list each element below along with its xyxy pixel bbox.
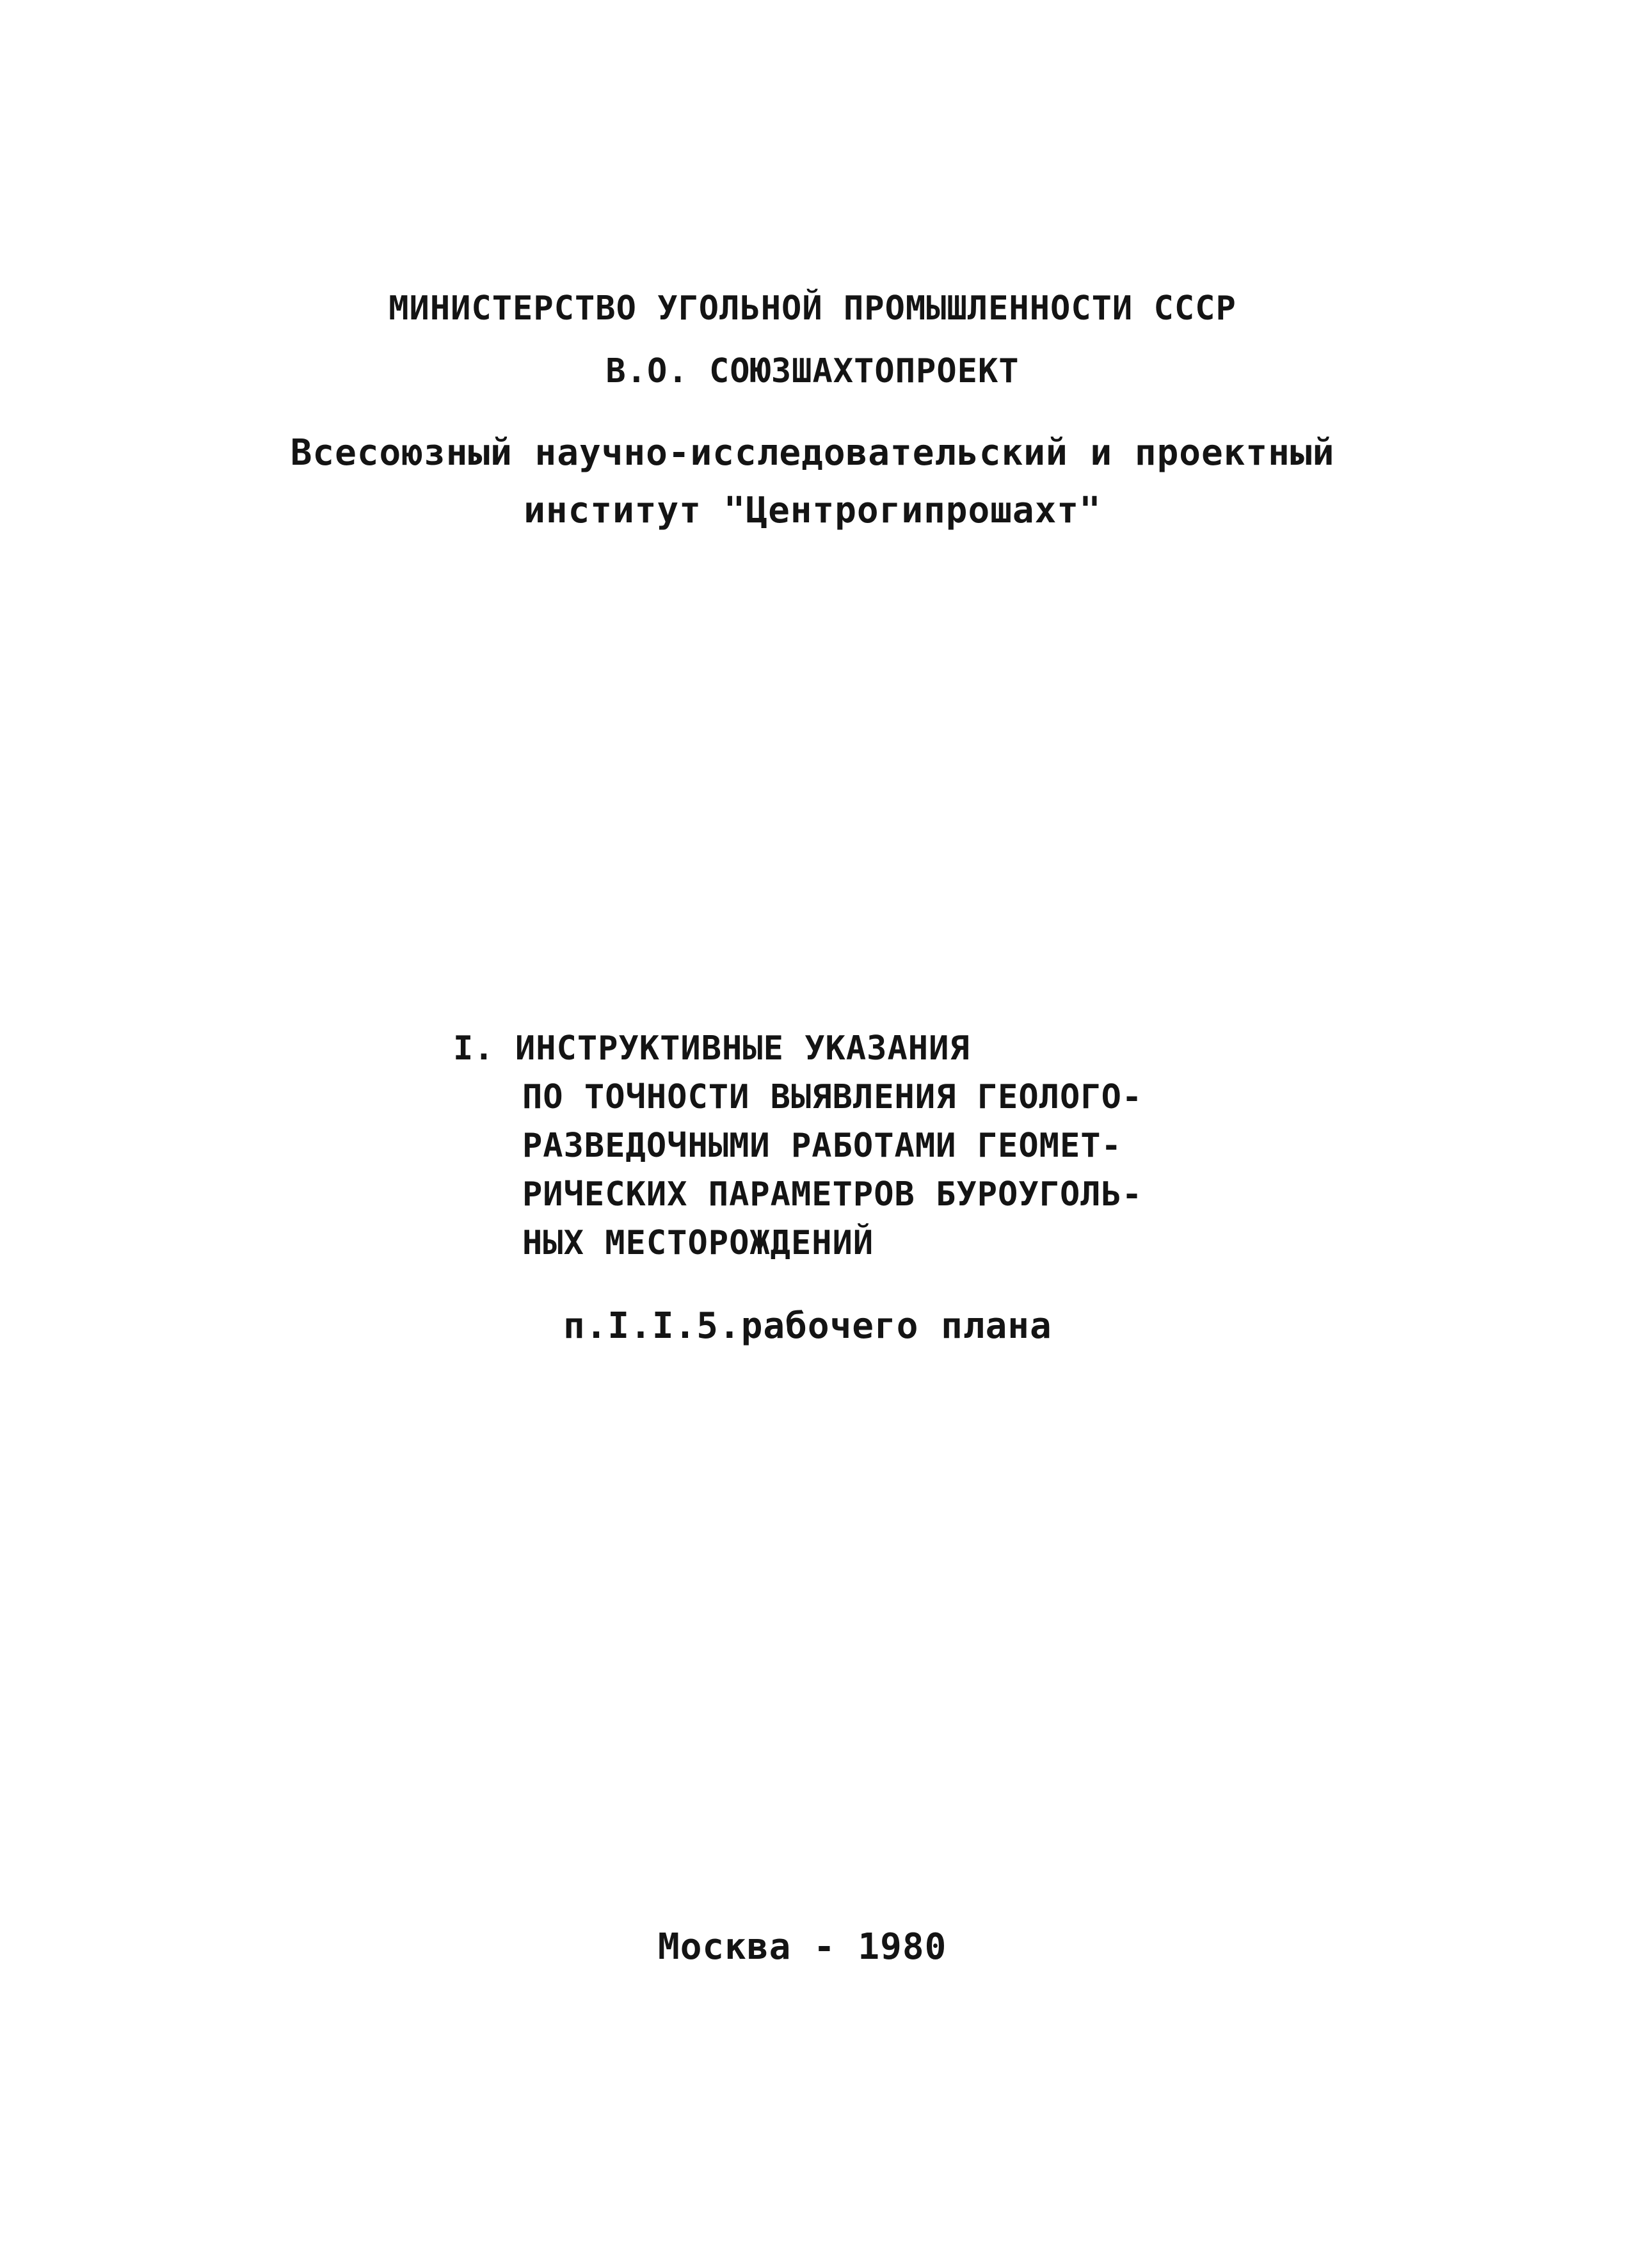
association-name: В.О. СОЮЗШАХТОПРОЕКТ (605, 352, 1020, 390)
title-line-1-text: ИНСТРУКТИВНЫЕ УКАЗАНИЯ (515, 1029, 970, 1068)
title-number: I. (453, 1029, 495, 1068)
plan-reference: п.I.I.5.рабочего плана (563, 1305, 1052, 1347)
title-line-5: НЫХ МЕСТОРОЖДЕНИЙ (522, 1224, 874, 1262)
title-line-3: РАЗВЕДОЧНЫМИ РАБОТАМИ ГЕОМЕТ- (522, 1127, 1122, 1165)
institute-name-line-2: институт "Центрогипрошахт" (524, 490, 1101, 531)
title-line-2: ПО ТОЧНОСТИ ВЫЯВЛЕНИЯ ГЕОЛОГО- (522, 1078, 1143, 1116)
title-line-4: РИЧЕСКИХ ПАРАМЕТРОВ БУРОУГОЛЬ- (522, 1175, 1143, 1214)
ministry-name: МИНИСТЕРСТВО УГОЛЬНОЙ ПРОМЫШЛЕННОСТИ СССР (388, 289, 1237, 328)
document-title (453, 1024, 1349, 1267)
institute-name-line-1: Всесоюзный научно-исследовательский и проектный (290, 432, 1335, 474)
city-year: Москва - 1980 (658, 1926, 947, 1968)
title-line-1 (453, 1024, 1349, 1073)
